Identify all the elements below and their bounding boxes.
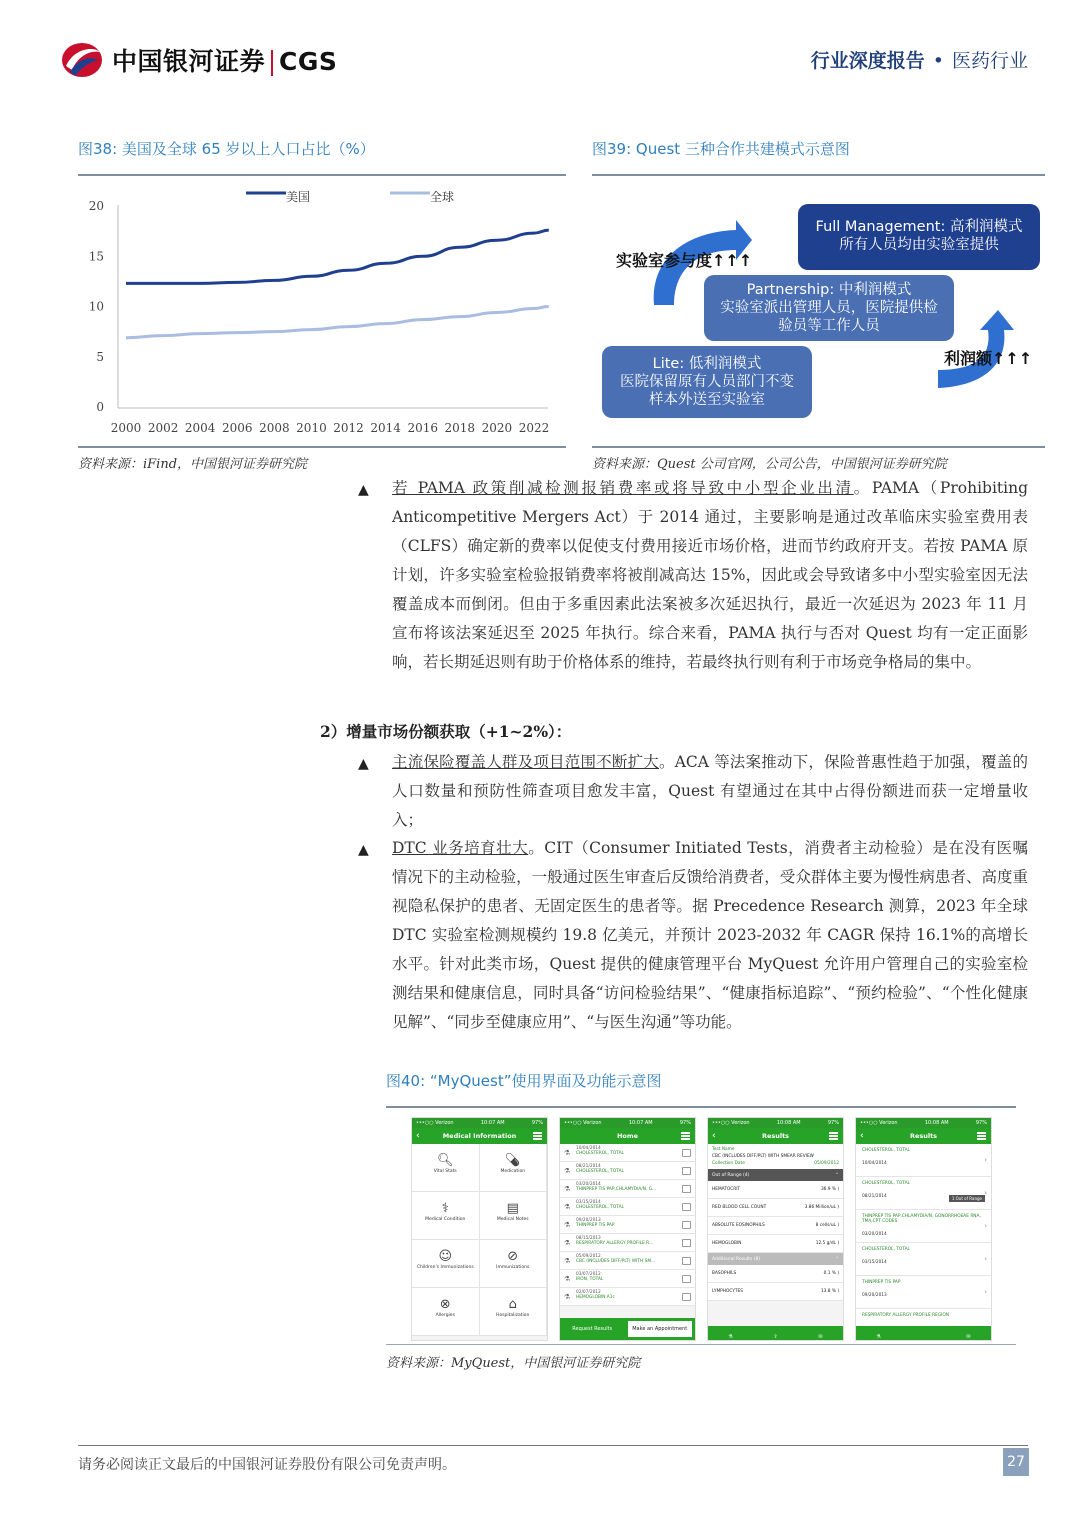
result-row[interactable]: ABSOLUTE EOSINOPHILS 8 cells/uL ): [708, 1217, 843, 1235]
chevron-right-icon: ›: [984, 1222, 987, 1230]
fig40-source: 资料来源：MyQuest，中国银河证券研究院: [386, 1356, 641, 1371]
page-number: 27: [1003, 1448, 1029, 1476]
chevron-right-icon: ›: [984, 1156, 987, 1164]
flask-icon: ⚗︎: [564, 1257, 571, 1265]
fig38-caption: 图38: 美国及全球 65 岁以上人口占比（%）: [78, 140, 375, 158]
home-action-bar: [560, 1318, 695, 1340]
chevron-right-icon: ›: [984, 1189, 987, 1197]
flask-icon: ⚗︎: [564, 1185, 571, 1193]
list-item[interactable]: ⚗︎ 03/07/2012 IRON, TOTAL: [560, 1270, 695, 1288]
list-item[interactable]: CHOLESTEROL, TOTAL 08/21/2014 1 Out of Range ›: [856, 1177, 991, 1210]
message-icon: [682, 1203, 691, 1211]
back-chevron-icon[interactable]: ‹: [416, 1131, 420, 1141]
grid-item-medication[interactable]: 💊︎ Medication: [480, 1144, 548, 1192]
paragraph-lead: 若 PAMA 政策削减检测报销费率或将导致中小型企业出清: [392, 479, 854, 497]
fig39-top-rule: [592, 174, 1045, 176]
flask-icon: ⚗︎: [564, 1239, 571, 1247]
paragraph-lead: 主流保险覆盖人群及项目范围不断扩大: [392, 753, 659, 771]
galaxy-logo-icon: [60, 40, 104, 80]
nav-bar: ‹ Medical Information: [412, 1128, 547, 1144]
phone-screen-results-list: [855, 1117, 992, 1341]
back-chevron-icon[interactable]: ‹: [712, 1131, 716, 1141]
flask-icon[interactable]: ⚗︎: [876, 1334, 881, 1340]
legend-label-us: 美国: [286, 190, 311, 204]
request-results-button[interactable]: Request Results: [572, 1326, 613, 1332]
fig40-caption: 图40: “MyQuest”使用界面及功能示意图: [386, 1072, 662, 1090]
fig38-bottom-rule: [78, 446, 566, 448]
pills-icon: 💊︎: [504, 1153, 521, 1168]
list-item[interactable]: CHOLESTEROL, TOTAL 03/15/2014 ›: [856, 1243, 991, 1276]
fig38-source: 资料来源：iFind，中国银河证券研究院: [78, 457, 308, 472]
y-tick-label: 5: [96, 349, 104, 364]
phone-screen-medical-info: [411, 1117, 548, 1341]
flask-icon: ⚗︎: [564, 1293, 571, 1301]
list-item[interactable]: ⚗︎ 10/04/2014 CHOLESTEROL, TOTAL: [560, 1144, 695, 1162]
x-tick-label: 2020: [481, 421, 513, 435]
out-of-range-badge: 1 Out of Range: [949, 1195, 985, 1202]
status-bar: •••○○ Verizon 10:07 AM 97%: [560, 1118, 695, 1128]
medical-info-grid: [412, 1144, 547, 1336]
home-results-list: [560, 1144, 695, 1306]
y-tick-label: 10: [88, 299, 104, 314]
menu-icon[interactable]: [681, 1132, 690, 1140]
detail-toolbar: [708, 1326, 843, 1340]
additional-results-section[interactable]: Additional Results (8) ⌃: [708, 1253, 843, 1265]
footer-rule: [78, 1445, 1028, 1446]
notes-icon: ▤: [506, 1201, 519, 1216]
x-tick-label: 2012: [333, 421, 364, 435]
phone-screen-home: [559, 1117, 696, 1341]
grid-item-allergies[interactable]: ⊗ Allergies: [412, 1288, 480, 1336]
message-icon: [682, 1185, 691, 1193]
result-row[interactable]: RED BLOOD CELL COUNT 3.86 Million/uL ): [708, 1199, 843, 1217]
paragraph-dtc: DTC 业务培育壮大。CIT（Consumer Initiated Tests，消费者主动检验）是在没有医嘱情况下的主动检验，一般通过医生审查后反馈给消费者，受众群体主要为慢性病患者、高度重视隐私保护的患者、无固定医生的患者等。据 Precedence Research 测算，2023 年全球 DTC 实验室检测规模约 19.8 亿美元，并预计 2023-2032 年 CAGR 保持 16.1%的高增长水平。针对此类市场，Quest 提供的健康管理平台 MyQuest 允许用户管理自己的实验室检测结果和健康信息，同时具备“访问检验结果”、“健康指标追踪”、“预约检验”、“个性化健康见解”、“同步至健康应用”、“与医生沟通”等功能。: [392, 839, 1028, 1031]
nav-bar: ‹ Results: [708, 1128, 843, 1144]
list-item[interactable]: THINPREP TIS PAP,CHLAMYDIA/N. GONORRHOEAE RNA, TMA,CPT CODES 03/20/2014 ›: [856, 1210, 991, 1243]
x-tick-label: 2002: [147, 421, 179, 435]
syringe-icon: ⊘: [507, 1249, 519, 1264]
cooperation-models-diagram: [592, 180, 1045, 442]
lite-box: Lite: 低利润模式 医院保留原有人员部门不变 样本外送至实验室: [602, 346, 812, 418]
flask-icon: ⚗︎: [564, 1221, 571, 1229]
grid-item-children-immunizations[interactable]: ☺︎ Children's Immunizations: [412, 1240, 480, 1288]
x-tick-label: 2004: [184, 421, 216, 435]
list-item[interactable]: ⚗︎ 03/15/2014 CHOLESTEROL, TOTAL: [560, 1198, 695, 1216]
x-tick-label: 2014: [370, 421, 401, 435]
result-row[interactable]: BASOPHILS 0.1 % ): [708, 1265, 843, 1283]
population-line-chart: [78, 180, 566, 442]
footer-disclaimer: 请务必阅读正文最后的中国银河证券股份有限公司免责声明。: [78, 1457, 456, 1473]
message-icon: [682, 1275, 691, 1283]
mail-icon[interactable]: ✉︎: [966, 1334, 971, 1340]
paragraph-pama: 若 PAMA 政策削减检测报销费率或将导致中小型企业出清。PAMA（Prohibiting Anticompetitive Mergers Act）于 2014 通过，主要影响是通过改革临床实验室费用表（CLFS）确定新的费率以促使支付费用接近市场价格，进而节约政府开支。若按 PAMA 原计划，许多实验室检验报销费率将被削减高达 15%，因此或会导致诸多中小型实验室因无法覆盖成本而倒闭。但由于多重因素此法案被多次延迟执行，最近一次延迟为 2023 年 11 月宣布将该法案延迟至 2025 年执行。综合来看，PAMA 执行与否对 Quest 均有一定正面影响，若长期延迟则有助于价格体系的维持，若最终执行则有利于市场竞争格局的集中。: [392, 479, 1028, 671]
fig39-caption: 图39: Quest 三种合作共建模式示意图: [592, 140, 850, 158]
status-bar: •••○○ Verizon 10:08 AM 97%: [708, 1118, 843, 1128]
industry-label: 医药行业: [951, 50, 1028, 72]
message-icon: [682, 1149, 691, 1157]
chevron-right-icon: ›: [984, 1288, 987, 1296]
grid-item-vital-stats[interactable]: 🔍︎ Vital Stats: [412, 1144, 480, 1192]
menu-icon[interactable]: [829, 1132, 838, 1140]
fig40-bottom-rule: [386, 1344, 1016, 1345]
chart-legend: [246, 189, 454, 204]
status-bar: •••○○ Verizon 10:08 AM 97%: [856, 1118, 991, 1128]
fig39-bottom-rule: [592, 446, 1045, 448]
menu-icon[interactable]: [533, 1132, 542, 1140]
list-item[interactable]: ⚗︎ 02/07/2012 HEMOGLOBIN A1c: [560, 1288, 695, 1306]
flask-icon[interactable]: ⚗︎: [728, 1334, 733, 1340]
result-row[interactable]: HEMOGLOBIN 12.5 g/dL ): [708, 1235, 843, 1253]
bullet-icon: ▲: [358, 756, 369, 772]
bullet-icon: ▲: [358, 482, 369, 498]
chevron-up-icon: ⌃: [835, 1256, 839, 1262]
full-management-box: Full Management: 高利润模式 所有人员均由实验室提供: [798, 204, 1040, 270]
fig40-top-rule: [386, 1106, 1016, 1108]
series-line-us: [126, 230, 549, 283]
profit-label: 利润额↑↑↑: [944, 349, 1033, 368]
list-item[interactable]: RESPIRATORY ALLERGY PROFILE REGION: [856, 1309, 991, 1329]
x-tick-label: 2006: [221, 421, 253, 435]
company-logo: [60, 40, 337, 80]
grid-item-hospitalization[interactable]: ⌂ Hospitalization: [480, 1288, 548, 1336]
back-chevron-icon[interactable]: ‹: [860, 1131, 864, 1141]
y-tick-label: 20: [88, 199, 104, 213]
report-header: 行业深度报告 • 医药行业: [810, 50, 1028, 72]
message-icon: [682, 1293, 691, 1301]
list-item[interactable]: ⚗︎ 08/21/2014 CHOLESTEROL, TOTAL: [560, 1162, 695, 1180]
fig38-top-rule: [78, 174, 566, 176]
result-row[interactable]: HEMATOCRIT 36.9 % ): [708, 1181, 843, 1199]
section-subheading: 2）增量市场份额获取（+1~2%）：: [320, 722, 572, 741]
x-tick-label: 2018: [444, 421, 476, 435]
y-tick-labels: [89, 199, 104, 414]
chevron-up-icon: ⌃: [835, 1172, 839, 1178]
nav-bar: ‹ Results: [856, 1128, 991, 1144]
doctor-icon: ⚕︎: [441, 1201, 449, 1216]
hospital-icon: ⌂: [508, 1297, 517, 1312]
legend-label-global: 全球: [430, 190, 455, 204]
fig39-source: 资料来源：Quest 公司官网，公司公告，中国银河证券研究院: [592, 457, 947, 472]
grid-item-immunizations[interactable]: ⊘ Immunizations: [480, 1240, 548, 1288]
y-tick-label: 0: [96, 400, 104, 414]
x-tick-label: 2008: [259, 421, 290, 435]
list-item[interactable]: CHOLESTEROL, TOTAL 10/04/2014 ›: [856, 1144, 991, 1177]
chart-series: [126, 230, 549, 338]
child-icon: ☺︎: [438, 1249, 453, 1264]
bullet-icon: ▲: [358, 842, 369, 858]
make-appointment-button[interactable]: Make an Appointment: [628, 1321, 693, 1337]
paragraph-lead: DTC 业务培育壮大: [392, 839, 529, 857]
message-icon: [682, 1239, 691, 1247]
message-icon: [682, 1221, 691, 1229]
list-item[interactable]: ⚗︎ 05/09/2012 CBC (INCLUDES DIFF/PLT) WITH SM...: [560, 1252, 695, 1270]
phone-screen-result-detail: [707, 1117, 844, 1341]
flask-icon: ⚗︎: [564, 1203, 571, 1211]
menu-icon[interactable]: [977, 1132, 986, 1140]
partnership-box: Partnership: 中利润模式 实验室派出管理人员，医院提供检 验员等工作人员: [704, 275, 954, 341]
grid-item-medical-notes[interactable]: ▤ Medical Notes: [480, 1192, 548, 1240]
x-tick-labels: [111, 421, 550, 435]
participation-label: 实验室参与度↑↑↑: [616, 251, 753, 270]
list-item[interactable]: ⚗︎ 08/15/2013 RESPIRATORY ALLERGY PROFILE R...: [560, 1234, 695, 1252]
status-bar: •••○○ Verizon 10:07 AM 97%: [412, 1118, 547, 1128]
test-header: Test Name CBC (INCLUDES DIFF/PLT) WITH SMEAR REVIEW Collection Date 05/09/2012: [708, 1144, 843, 1169]
report-type: 行业深度报告: [810, 50, 925, 72]
x-tick-label: 2016: [407, 421, 439, 435]
paragraph-insurance: 主流保险覆盖人群及项目范围不断扩大。ACA 等法案推动下，保险普惠性趋于加强，覆盖的人口数量和预防性筛查项目愈发丰富，Quest 有望通过在其中占得份额进而获一定增量收入；: [392, 753, 1028, 829]
out-of-range-section[interactable]: Out of Range (4) ⌃: [708, 1169, 843, 1181]
share-icon[interactable]: ⇪: [773, 1334, 778, 1340]
x-tick-label: 2022: [518, 421, 550, 435]
y-tick-label: 15: [88, 249, 104, 264]
chevron-right-icon: ›: [984, 1255, 987, 1263]
mail-icon[interactable]: ✉︎: [818, 1334, 823, 1340]
flask-icon: ⚗︎: [564, 1149, 571, 1157]
result-row[interactable]: LYMPHOCYTES 13.8 % ): [708, 1283, 843, 1301]
allergy-icon: ⊗: [439, 1297, 451, 1312]
list-item[interactable]: ⚗︎ 03/20/2014 THINPREP TIS PAP,CHLAMYDIA/N. G...: [560, 1180, 695, 1198]
results-toolbar: [856, 1326, 991, 1340]
message-icon: [682, 1167, 691, 1175]
grid-item-medical-condition[interactable]: ⚕︎ Medical Condition: [412, 1192, 480, 1240]
flask-icon: ⚗︎: [564, 1167, 571, 1175]
flask-icon: ⚗︎: [564, 1275, 571, 1283]
nav-bar: Home: [560, 1128, 695, 1144]
message-icon: [682, 1257, 691, 1265]
x-tick-label: 2010: [296, 421, 327, 435]
list-item[interactable]: ⚗︎ 09/20/2013 THINPREP TIS PAP: [560, 1216, 695, 1234]
series-line-global: [126, 307, 549, 338]
x-tick-label: 2000: [110, 421, 142, 435]
magnifier-icon: 🔍︎: [436, 1153, 454, 1168]
list-item[interactable]: THINPREP TIS PAP 09/20/2013 ›: [856, 1276, 991, 1309]
logo-wordmark: 中国银河证券 CGS: [112, 47, 338, 76]
